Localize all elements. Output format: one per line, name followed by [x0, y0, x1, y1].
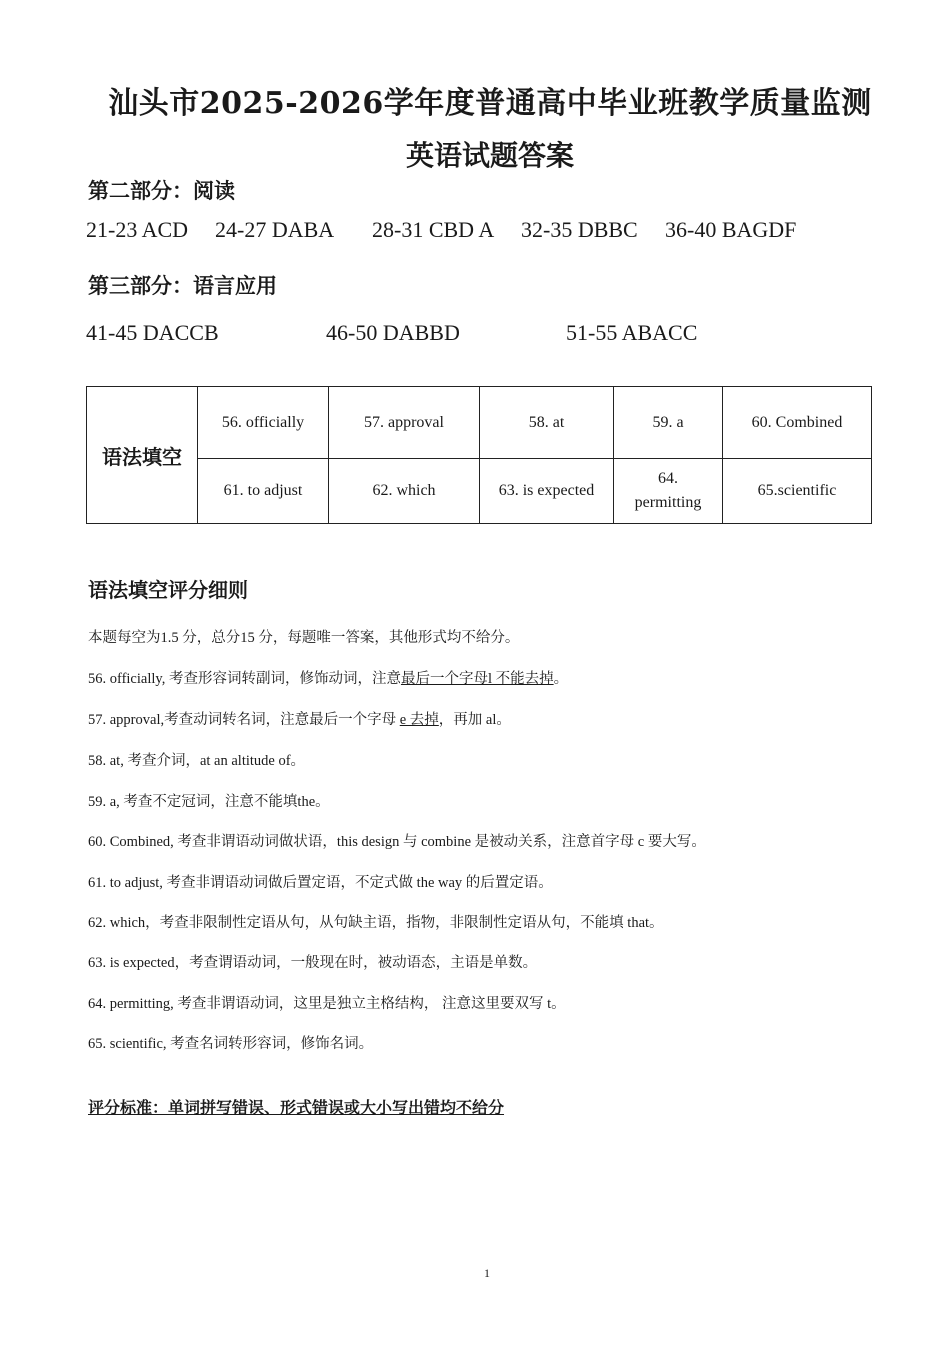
table-label: 语法填空 — [87, 387, 198, 524]
rules-heading: 语法填空评分细则 — [88, 578, 248, 602]
table-cell: 58. at — [480, 387, 614, 459]
table-cell-line: permitting — [634, 494, 702, 511]
table-cell: 65.scientific — [723, 459, 872, 524]
answer-group: 36-40 BAGDF — [665, 217, 797, 242]
rule-underlined-text: e 去掉 — [399, 712, 439, 728]
answer-group: 24-27 DABA — [215, 217, 335, 242]
rule-item-58: 58. at, 考查介词，at an altitude of。 — [88, 753, 306, 769]
rule-text: 56. officially, 考查形容词转副词，修饰动词，注意 — [88, 671, 401, 687]
grading-standard: 评分标准：单词拼写错误、形式错误或大小写出错均不给分 — [88, 1098, 505, 1117]
table-cell: 61. to adjust — [198, 459, 329, 524]
table-cell: 59. a — [614, 387, 723, 459]
grammar-answer-table — [86, 386, 872, 524]
rule-text: 57. approval,考查动词转名词，注意最后一个字母 — [88, 712, 400, 728]
rule-underlined-text: 最后一个字母l 不能去掉 — [400, 671, 554, 687]
answer-group: 41-45 DACCB — [86, 320, 219, 345]
table-cell: 57. approval — [329, 387, 480, 459]
document-subtitle: 英语试题答案 — [405, 139, 574, 172]
rule-item-61: 61. to adjust, 考查非谓语动词做后置定语，不定式做 the way 的后置定语。 — [88, 875, 553, 891]
answer-group: 32-35 DBBC — [521, 217, 638, 242]
rule-item-59: 59. a, 考查不定冠词，注意不能填the。 — [88, 794, 330, 810]
part3-heading: 第三部分：语言应用 — [88, 274, 277, 298]
rule-item-62: 62. which，考查非限制性定语从句，从句缺主语，指物，非限制性定语从句，不能填 that。 — [88, 915, 664, 931]
part2-heading: 第二部分：阅读 — [88, 179, 235, 203]
rule-item-64: 64. permitting, 考查非谓语动词，这里是独立主格结构， 注意这里要双写 t。 — [88, 996, 566, 1012]
rule-item-57 — [88, 708, 511, 729]
rule-item-56 — [88, 667, 568, 688]
table-cell: 62. which — [329, 459, 480, 524]
document-title: 汕头市2025-2026学年度普通高中毕业班教学质量监测 — [108, 86, 872, 121]
answer-group: 28-31 CBD A — [372, 217, 495, 242]
page-number: 1 — [484, 1266, 490, 1280]
table-cell: 60. Combined — [723, 387, 872, 459]
rule-item-63: 63. is expected，考查谓语动词，一般现在时，被动语态，主语是单数。 — [88, 955, 538, 971]
table-cell: 56. officially — [198, 387, 329, 459]
answer-group: 46-50 DABBD — [326, 320, 460, 345]
rule-item-60: 60. Combined, 考查非谓语动词做状语，this design 与 combine 是被动关系，注意首字母 c 要大写。 — [88, 834, 706, 850]
table-cell — [614, 459, 723, 524]
table-cell-line: 64. — [658, 470, 678, 487]
answer-group: 21-23 ACD — [86, 217, 189, 242]
rule-item-65: 65. scientific, 考查名词转形容词，修饰名词。 — [88, 1036, 374, 1052]
answer-group: 51-55 ABACC — [566, 320, 698, 345]
table-cell: 63. is expected — [480, 459, 614, 524]
rule-text: ，再加 al。 — [438, 712, 511, 728]
rules-intro: 本题每空为1.5 分，总分15 分，每题唯一答案，其他形式均不给分。 — [88, 630, 520, 646]
rule-text: 。 — [553, 671, 569, 687]
